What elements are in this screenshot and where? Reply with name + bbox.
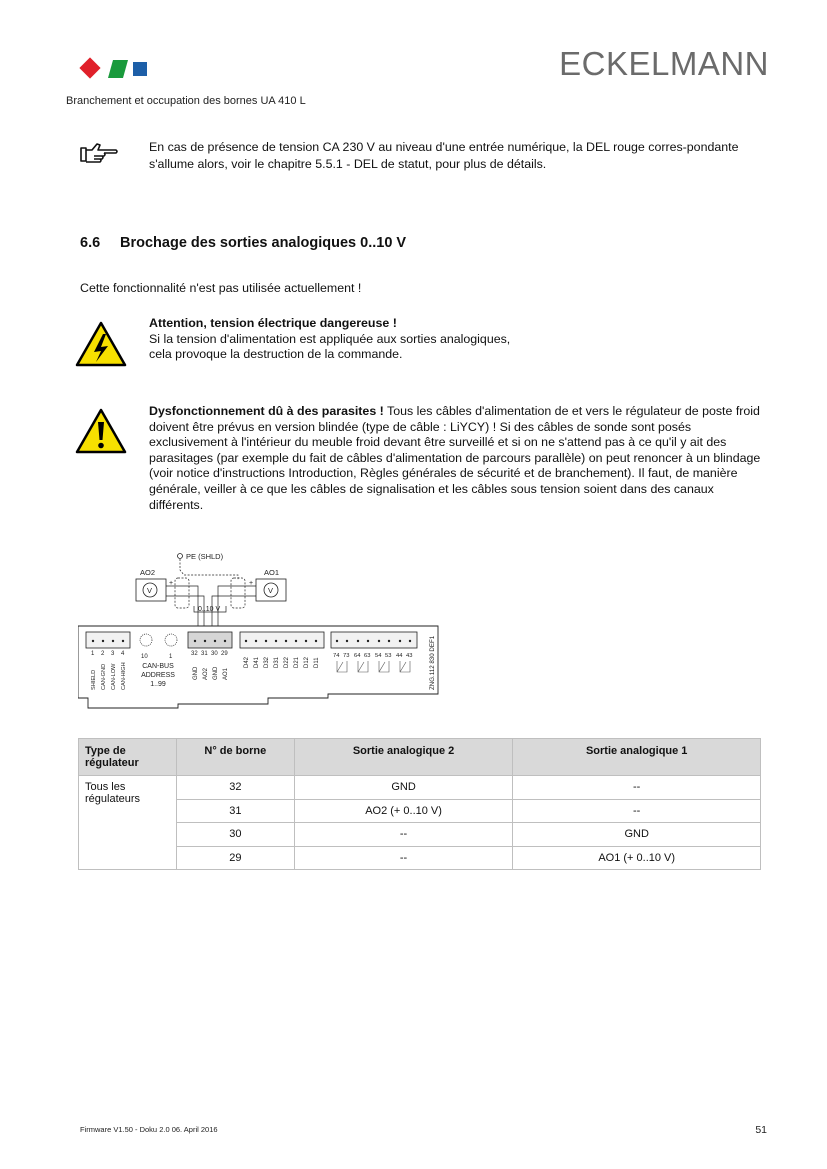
header-output-2: Sortie analogique 2 — [294, 739, 513, 776]
range-label: 0..10 V — [198, 606, 221, 613]
can-pin-1: 1 — [91, 651, 95, 657]
table-row — [79, 846, 761, 870]
exclamation-warning-icon — [75, 408, 127, 454]
table-row — [79, 799, 761, 823]
voltage-warning-line1: Si la tension d'alimentation est appliquée aux sorties analogiques, — [149, 331, 511, 346]
d-label-d31: D31 — [274, 656, 280, 668]
relay-pin-73: 73 — [343, 653, 350, 659]
output-2-cell: AO2 (+ 0..10 V) — [294, 799, 513, 823]
ao-label-gnd-32: GND — [193, 666, 199, 680]
interference-warning-text — [149, 404, 771, 513]
dial-1-label: 1 — [169, 654, 173, 660]
d-label-d22: D22 — [284, 656, 290, 668]
ao-label-ao1: AO1 — [223, 667, 229, 680]
terminal-cell: 32 — [176, 776, 294, 800]
table-header-row — [79, 739, 761, 776]
relay-pin-43: 43 — [406, 653, 413, 659]
output-1-cell: -- — [513, 776, 761, 800]
voltage-warning-title: Attention, tension électrique dangereuse ! — [149, 316, 397, 330]
ao1-v-label: V — [268, 586, 274, 595]
ao-pin-32: 32 — [191, 651, 198, 657]
terminal-cell: 31 — [176, 799, 294, 823]
terminal-cell: 30 — [176, 823, 294, 847]
voltage-warning-line2: cela provoque la destruction de la commande. — [149, 347, 403, 362]
can-label-shield: SHIELD — [91, 669, 97, 690]
address-range-label: 1..99 — [150, 681, 166, 688]
ao-pin-30: 30 — [211, 651, 218, 657]
type-cell: Tous les régulateurs — [79, 776, 177, 870]
canbus-label: CAN-BUS — [142, 663, 174, 670]
output-2-cell: GND — [294, 776, 513, 800]
relay-pin-74: 74 — [333, 653, 340, 659]
ao2-plus-label: + — [169, 580, 174, 587]
relay-pin-64: 64 — [354, 653, 361, 659]
d-label-d21: D21 — [294, 656, 300, 668]
section-number: 6.6 — [80, 235, 101, 251]
can-pin-4: 4 — [121, 651, 125, 657]
d-label-d12: D12 — [304, 656, 310, 668]
table-row — [79, 776, 761, 800]
relay-pin-44: 44 — [396, 653, 403, 659]
footer-version: Firmware V1.50 - Doku 2.0 06. April 2016 — [80, 1125, 218, 1134]
note-text: En cas de présence de tension CA 230 V au niveau d'une entrée numérique, la DEL rouge corres-pondante s'allume alors, voir le chapitre 5.5.1 - DEL de statut, pour plus de détails. — [149, 140, 739, 171]
ao-label-ao2: AO2 — [203, 667, 209, 680]
output-1-cell: AO1 (+ 0..10 V) — [513, 846, 761, 870]
relay-pin-54: 54 — [375, 653, 382, 659]
brand-name: ECKELMANN — [559, 45, 769, 82]
table-row — [79, 823, 761, 847]
terminal-diagram — [78, 548, 446, 712]
eckelmann-logo-icon — [78, 56, 150, 80]
ao-pin-31: 31 — [201, 651, 208, 657]
dial-10-label: 10 — [141, 654, 148, 660]
d-label-d11: D11 — [314, 657, 320, 668]
analog-output-table — [78, 738, 761, 870]
output-2-cell: -- — [294, 846, 513, 870]
page-number: 51 — [755, 1124, 767, 1136]
ao1-plus-label: + — [249, 580, 254, 587]
drawing-code: ZNG.112 830 DEF1 — [429, 635, 436, 690]
output-1-cell: GND — [513, 823, 761, 847]
terminal-cell: 29 — [176, 846, 294, 870]
voltage-warning-text — [149, 316, 771, 363]
section-heading — [80, 235, 406, 251]
can-pin-2: 2 — [101, 651, 105, 657]
ao2-label: AO2 — [140, 568, 156, 577]
relay-pin-53: 53 — [385, 653, 392, 659]
header-output-1: Sortie analogique 1 — [513, 739, 761, 776]
section-title: Brochage des sorties analogiques 0..10 V — [120, 235, 407, 251]
can-label-low: CAN-LOW — [111, 663, 117, 690]
d-label-d41: D41 — [254, 656, 260, 668]
header-terminal: N° de borne — [176, 739, 294, 776]
ao1-label: AO1 — [264, 568, 280, 577]
ao2-v-label: V — [147, 586, 153, 595]
d-label-d42: D42 — [244, 656, 250, 668]
pe-label: PE (SHLD) — [186, 552, 224, 561]
address-label: ADDRESS — [141, 672, 175, 679]
d-label-d32: D32 — [264, 656, 270, 668]
high-voltage-warning-icon — [75, 321, 127, 367]
output-1-cell: -- — [513, 799, 761, 823]
interference-warning-title: Dysfonctionnement dû à des parasites ! — [149, 404, 384, 418]
can-label-high: CAN-HIGH — [121, 662, 127, 690]
interference-warning-body: Tous les câbles d'alimentation de et vers le régulateur de poste froid doivent être prévus en version blindée (type de câble : LiYCY) ! Si des câbles de sonde sont posés exclusivement à l'intérieur du meuble froid devant être surveillé et si on ne s'attend pas à ce qu'il y ait des parasitages (par exemple du fait de câbles d'alimentation de parcours parallèle) on peut renoncer à un blindage (voir notice d'instructions Introduction, Règles générales de sécurité et de branchement). Il faut, de manière générale, veiller à ce que les câbles de signalisation et les câbles sous tension soient dans des canaux différents. — [149, 404, 761, 512]
pointing-hand-icon — [80, 142, 120, 164]
header-type: Type de régulateur — [79, 739, 177, 776]
relay-pin-63: 63 — [364, 653, 371, 659]
document-subtitle: Branchement et occupation des bornes UA 410 L — [66, 95, 306, 107]
section-intro: Cette fonctionnalité n'est pas utilisée actuellement ! — [80, 281, 362, 295]
can-label-gnd: CAN-GND — [101, 663, 107, 690]
output-2-cell: -- — [294, 823, 513, 847]
ao-pin-29: 29 — [221, 651, 228, 657]
ao-label-gnd-30: GND — [213, 666, 219, 680]
can-pin-3: 3 — [111, 651, 115, 657]
